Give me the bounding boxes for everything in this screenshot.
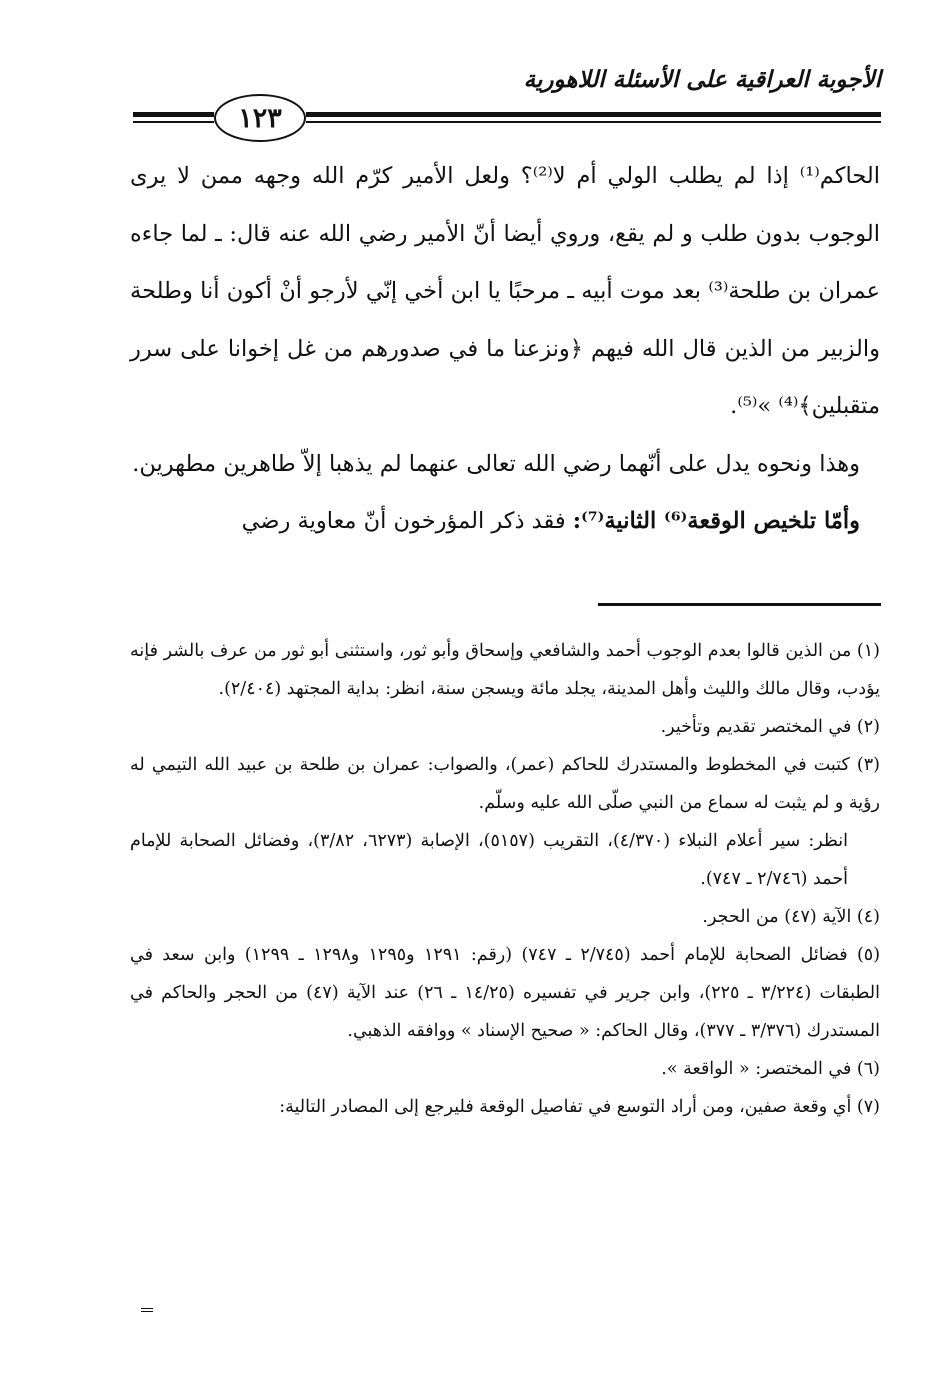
footnotes (130, 632, 880, 1126)
footnote-7: (٧) أي وقعة صفين، ومن أراد التوسع في تفاصيل الوقعة فليرجع إلى المصادر التالية: (279, 1097, 880, 1117)
header-rule-left-thin (133, 121, 214, 123)
paragraph-3 (130, 493, 880, 551)
running-header-title: الأجوبة العراقية على الأسئلة اللاهورية (523, 66, 881, 93)
footnote-1: (١) من الذين قالوا بعدم الوجوب أحمد والشافعي وإسحاق وأبو ثور، واستثنى أبو ثور من عرف بالشر فإنه يؤدب، وقال مالك والليث وأهل المدينة، يجلد مائة ويسجن سنة، انظر: بداية المجتهد (٢/٤٠٤). (130, 641, 880, 699)
footnote-5: (٥) فضائل الصحابة للإمام أحمد (٢/٧٤٥ ـ ٧٤٧) (رقم: ١٢٩١ و١٢٩٥ و١٢٩٨ ـ ١٢٩٩) وابن سعد في الطبقات (٣/٢٢٤ ـ ٢٢٥)، وابن جرير في تفسيره (١٤/٢٥ ـ ٢٦) عند الآية (٤٧) من الحجر والحاكم في المستدرك (٣/٣٧٦ ـ ٣٧٧)، وقال الحاكم: « صحيح الإسناد » ووافقه الذهبي. (130, 945, 881, 1041)
footnote-3: (٣) كتبت في المخطوط والمستدرك للحاكم (عمر)، والصواب: عمران بن طلحة بن عبيد الله التيمي له رؤية و لم يثبت له سماع من النبي صلّى الله عليه وسلّم. (130, 755, 880, 813)
header-rule-right-thin (306, 121, 881, 123)
header-rule-left-thick (133, 112, 214, 117)
page-number-badge (214, 94, 306, 142)
paragraph-2: وهذا ونحوه يدل على أنّهما رضي الله تعالى عنهما لم يذهبا إلاّ طاهرين مطهرين. (132, 450, 860, 477)
main-text (130, 148, 880, 551)
page-number: ١٢٣ (238, 102, 282, 134)
footnote-separator (598, 603, 881, 606)
paragraph-1: الحاكم⁽¹⁾ إذا لم يطلب الولي أم لا⁽²⁾؟ ولعل الأمير كرّم الله وجهه ممن لا يرى الوجوب بدون طلب و لم يقع، وروي أيضا أنّ الأمير رضي الله عنه قال: ـ لما جاءه عمران بن طلحة⁽³⁾ بعد موت أبيه ـ مرحبًا يا ابن أخي إنّي لأرجو أنْ أكون أنا وطلحة والزبير من الذين قال الله فيهم ﴿ونزعنا ما في صدورهم من غل إخوانا على سرر متقبلين﴾⁽⁴⁾ »⁽⁵⁾. (130, 163, 880, 419)
paragraph-3-text: فقد ذكر المؤرخون أنّ معاوية رضي (241, 508, 573, 534)
page-end-mark (141, 1308, 153, 1312)
footnote-2: (٢) في المختصر تقديم وتأخير. (660, 717, 880, 737)
footnote-4: (٤) الآية (٤٧) من الحجر. (702, 907, 880, 927)
footnote-3-sources: انظر: سير أعلام النبلاء (٤/٣٧٠)، التقريب (٥١٥٧)، الإصابة (٦٢٧٣، ٣/٨٢)، وفضائل الصحابة للإمام أحمد (٢/٧٤٦ ـ ٧٤٧). (130, 831, 849, 889)
section-heading: وأمّا تلخيص الوقعة⁽⁶⁾ الثانية⁽⁷⁾: (572, 508, 860, 534)
header-rule-right-thick (306, 112, 881, 117)
footnote-6: (٦) في المختصر: « الواقعة ». (661, 1059, 880, 1079)
